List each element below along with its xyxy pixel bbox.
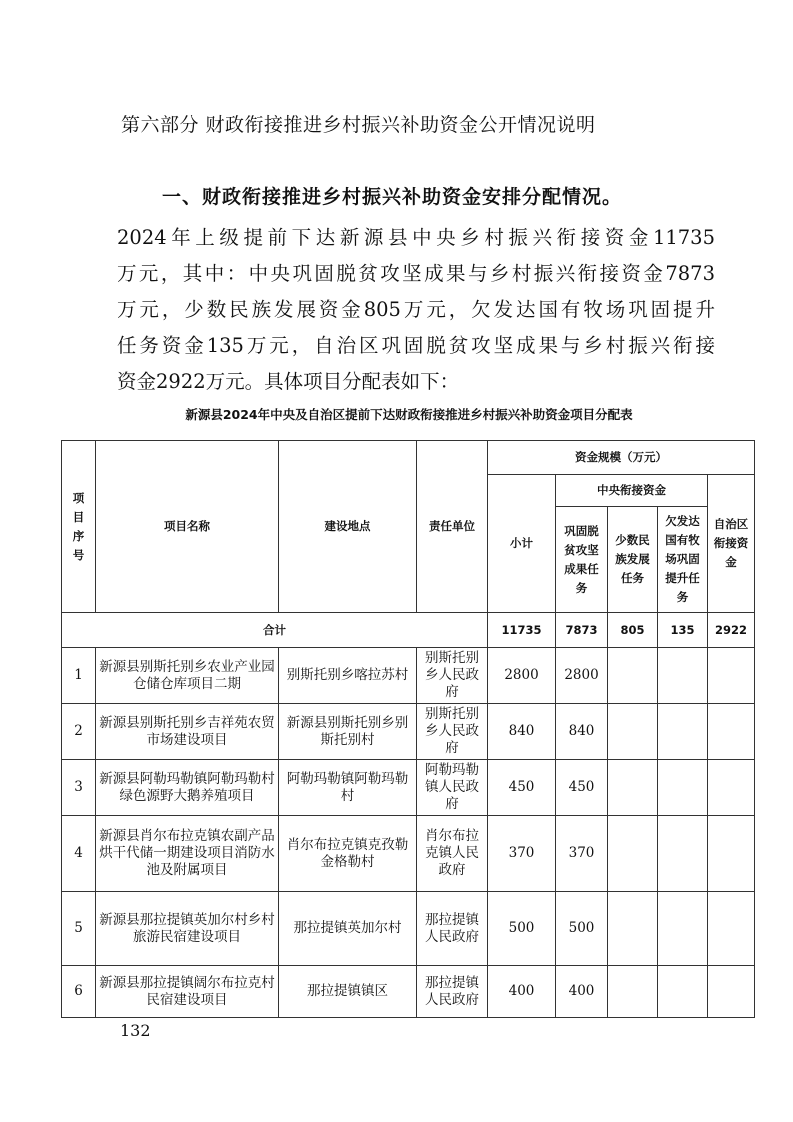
header-funding-scale: 资金规模（万元） (488, 441, 755, 475)
row-name: 新源县阿勒玛勒镇阿勒玛勒村绿色源野大鹅养殖项目 (96, 760, 279, 816)
row-region (708, 892, 755, 966)
table-row (62, 966, 755, 1018)
row-name: 新源县别斯托别乡吉祥苑农贸市场建设项目 (96, 704, 279, 760)
row-seq: 6 (62, 966, 96, 1018)
paragraph-line-5: 资金2922万元。具体项目分配表如下： (117, 370, 460, 393)
page-number: 132 (120, 1021, 151, 1040)
row-minority (608, 648, 658, 704)
paragraph-line-1: 2024年上级提前下达新源县中央乡村振兴衔接资金11735 (117, 226, 715, 249)
row-unit: 别斯托别乡人民政府 (417, 704, 488, 760)
row-unit: 那拉提镇人民政府 (417, 892, 488, 966)
row-location: 别斯托别乡喀拉苏村 (279, 648, 417, 704)
row-location: 那拉提镇镇区 (279, 966, 417, 1018)
table-row (62, 648, 755, 704)
header-unit: 责任单位 (417, 441, 488, 613)
paragraph-line-3: 万元，少数民族发展资金805万元，欠发达国有牧场巩固提升 (117, 298, 715, 321)
row-consolidate: 400 (556, 966, 608, 1018)
row-seq: 5 (62, 892, 96, 966)
row-ranch (658, 892, 708, 966)
table-caption: 新源县2024年中央及自治区提前下达财政衔接推进乡村振兴补助资金项目分配表 (185, 407, 633, 422)
row-name: 新源县那拉提镇英加尔村乡村旅游民宿建设项目 (96, 892, 279, 966)
paragraph-line-4: 任务资金135万元，自治区巩固脱贫攻坚成果与乡村振兴衔接 (117, 334, 715, 357)
row-subtotal: 450 (488, 760, 556, 816)
row-minority (608, 760, 658, 816)
row-minority (608, 892, 658, 966)
row-minority (608, 704, 658, 760)
total-ranch: 135 (658, 613, 708, 648)
row-seq: 2 (62, 704, 96, 760)
row-location: 那拉提镇英加尔村 (279, 892, 417, 966)
row-ranch (658, 966, 708, 1018)
row-region (708, 760, 755, 816)
table-row (62, 760, 755, 816)
row-name: 新源县那拉提镇阔尔布拉克村民宿建设项目 (96, 966, 279, 1018)
header-minority: 少数民族发展任务 (608, 507, 658, 613)
total-region: 2922 (708, 613, 755, 648)
header-seq: 项目序号 (62, 441, 96, 613)
total-label: 合计 (62, 613, 488, 648)
row-ranch (658, 760, 708, 816)
section-title: 一、财政衔接推进乡村振兴补助资金安排分配情况。 (162, 186, 623, 208)
row-location: 新源县别斯托别乡别斯托别村 (279, 704, 417, 760)
row-subtotal: 500 (488, 892, 556, 966)
row-consolidate: 370 (556, 816, 608, 892)
row-unit: 别斯托别乡人民政府 (417, 648, 488, 704)
row-subtotal: 840 (488, 704, 556, 760)
total-subtotal: 11735 (488, 613, 556, 648)
row-minority (608, 966, 658, 1018)
row-name: 新源县肖尔布拉克镇农副产品烘干代储一期建设项目消防水池及附属项目 (96, 816, 279, 892)
total-minority: 805 (608, 613, 658, 648)
table-row (62, 704, 755, 760)
row-ranch (658, 816, 708, 892)
row-unit: 阿勒玛勒镇人民政府 (417, 760, 488, 816)
row-consolidate: 450 (556, 760, 608, 816)
row-region (708, 704, 755, 760)
row-subtotal: 370 (488, 816, 556, 892)
row-unit: 肖尔布拉克镇人民政府 (417, 816, 488, 892)
header-ranch: 欠发达国有牧场巩固提升任务 (658, 507, 708, 613)
header-name: 项目名称 (96, 441, 279, 613)
header-subtotal: 小计 (488, 475, 556, 613)
row-consolidate: 500 (556, 892, 608, 966)
part-title: 第六部分 财政衔接推进乡村振兴补助资金公开情况说明 (121, 114, 596, 136)
table-row (62, 816, 755, 892)
total-row (62, 613, 755, 648)
header-central: 中央衔接资金 (556, 475, 708, 507)
row-location: 肖尔布拉克镇克孜勒金格勒村 (279, 816, 417, 892)
row-ranch (658, 704, 708, 760)
row-unit: 那拉提镇人民政府 (417, 966, 488, 1018)
header-location: 建设地点 (279, 441, 417, 613)
row-seq: 4 (62, 816, 96, 892)
total-consolidate: 7873 (556, 613, 608, 648)
row-subtotal: 2800 (488, 648, 556, 704)
row-seq: 3 (62, 760, 96, 816)
row-ranch (658, 648, 708, 704)
header-consolidate: 巩固脱贫攻坚成果任务 (556, 507, 608, 613)
row-location: 阿勒玛勒镇阿勒玛勒村 (279, 760, 417, 816)
row-consolidate: 840 (556, 704, 608, 760)
table-row (62, 892, 755, 966)
row-consolidate: 2800 (556, 648, 608, 704)
row-region (708, 648, 755, 704)
allocation-table (61, 440, 755, 1018)
row-name: 新源县别斯托别乡农业产业园仓储仓库项目二期 (96, 648, 279, 704)
row-seq: 1 (62, 648, 96, 704)
row-subtotal: 400 (488, 966, 556, 1018)
row-region (708, 966, 755, 1018)
paragraph-line-2: 万元，其中：中央巩固脱贫攻坚成果与乡村振兴衔接资金7873 (117, 262, 715, 285)
header-region: 自治区衔接资金 (708, 475, 755, 613)
row-minority (608, 816, 658, 892)
row-region (708, 816, 755, 892)
